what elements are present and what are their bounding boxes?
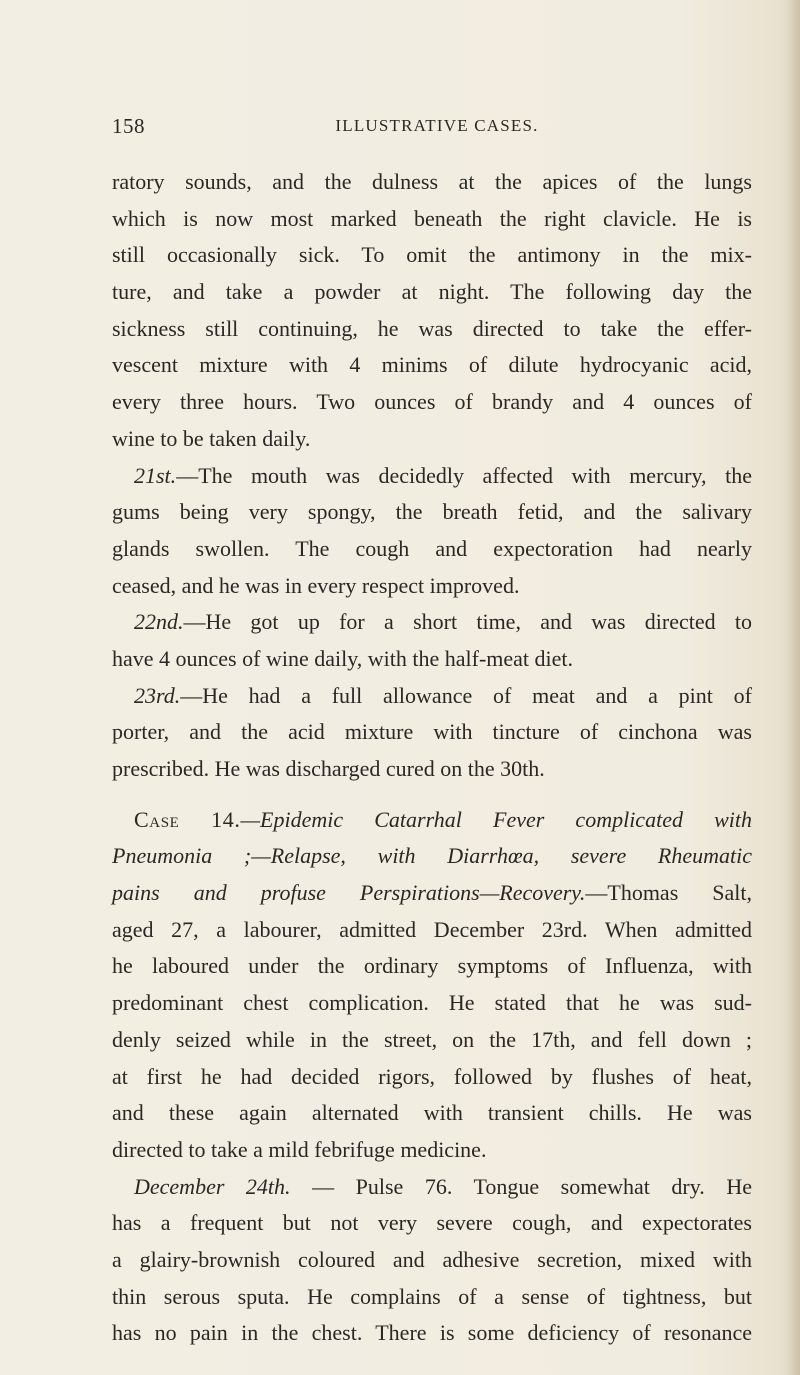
- entry-text: —The mouth was decidedly affected with mercury, the: [176, 462, 752, 488]
- running-head: ILLUSTRATIVE CASES.: [335, 116, 539, 135]
- text-line: prescribed. He was discharged cured on the 30th.: [112, 756, 545, 781]
- text-line: [112, 678, 752, 715]
- paragraph-gap: [112, 788, 752, 802]
- entry-date: 21st.: [134, 462, 177, 488]
- text-line: [112, 604, 752, 641]
- text-line: has a frequent but not very severe cough, and expectorates: [112, 1210, 752, 1236]
- text-line: [112, 875, 752, 912]
- page-number: 158: [112, 114, 145, 138]
- text-line: porter, and the acid mixture with tincture of cinchona was: [112, 719, 752, 745]
- text-line: every three hours. Two ounces of brandy and 4 ounces of: [112, 389, 752, 415]
- entry-text: — Pulse 76. Tongue somewhat dry. He: [290, 1173, 752, 1199]
- text-line: wine to be taken daily.: [112, 425, 311, 451]
- text-line: still occasionally sick. To omit the antimony in the mix-: [112, 242, 752, 268]
- entry-date: 22nd.: [134, 609, 184, 635]
- case-title: —Epidemic Catarrhal Fever complicated with: [240, 806, 752, 832]
- entry-text: —He had a full allowance of meat and a pint of: [180, 682, 752, 708]
- text-line: ture, and take a powder at night. The following day the: [112, 279, 752, 305]
- text-line: aged 27, a labourer, admitted December 23rd. When admitted: [112, 916, 752, 942]
- case-title: pains and profuse Perspirations—Recovery.: [112, 880, 586, 906]
- text-line: he laboured under the ordinary symptoms of Influenza, with: [112, 953, 752, 979]
- text-line: [112, 838, 752, 875]
- text-line: [112, 802, 752, 839]
- entry-text: —He got up for a short time, and was directed to: [183, 609, 752, 635]
- case-title: Pneumonia ;—Relapse, with Diarrhœa, severe Rheumatic: [112, 843, 752, 869]
- entry-text: —Thomas Salt,: [585, 880, 752, 906]
- text-line: and these again alternated with transient chills. He was: [112, 1100, 752, 1126]
- page-edge-shadow: [786, 0, 800, 1375]
- text-line: which is now most marked beneath the right clavicle. He is: [112, 205, 752, 231]
- page-header: [112, 114, 752, 144]
- text-line: has no pain in the chest. There is some deficiency of resonance: [112, 1320, 752, 1346]
- text-line: ceased, and he was in every respect improved.: [112, 572, 520, 598]
- text-line: glands swollen. The cough and expectoration had nearly: [112, 535, 752, 561]
- text-line: thin serous sputa. He complains of a sense of tightness, but: [112, 1283, 752, 1309]
- text-line: vescent mixture with 4 minims of dilute hydrocyanic acid,: [112, 352, 752, 378]
- text-line: ratory sounds, and the dulness at the apices of the lungs: [112, 169, 752, 194]
- text-line: at first he had decided rigors, followed by flushes of heat,: [112, 1063, 752, 1089]
- text-line: [112, 458, 752, 495]
- text-line: predominant chest complication. He stated that he was sud-: [112, 990, 752, 1016]
- text-line: gums being very spongy, the breath fetid, and the salivary: [112, 499, 752, 525]
- text-line: a glairy-brownish coloured and adhesive secretion, mixed with: [112, 1246, 752, 1272]
- entry-date: 23rd.: [134, 682, 181, 708]
- case-number: Case 14.: [134, 806, 241, 832]
- text-line: directed to take a mild febrifuge medicine.: [112, 1136, 487, 1162]
- body-text: [112, 164, 752, 1352]
- text-line: have 4 ounces of wine daily, with the half-meat diet.: [112, 645, 574, 671]
- entry-date: December 24th.: [134, 1173, 291, 1199]
- text-line: [112, 1169, 752, 1206]
- text-line: denly seized while in the street, on the 17th, and fell down ;: [112, 1026, 752, 1052]
- text-line: sickness still continuing, he was directed to take the effer-: [112, 315, 752, 341]
